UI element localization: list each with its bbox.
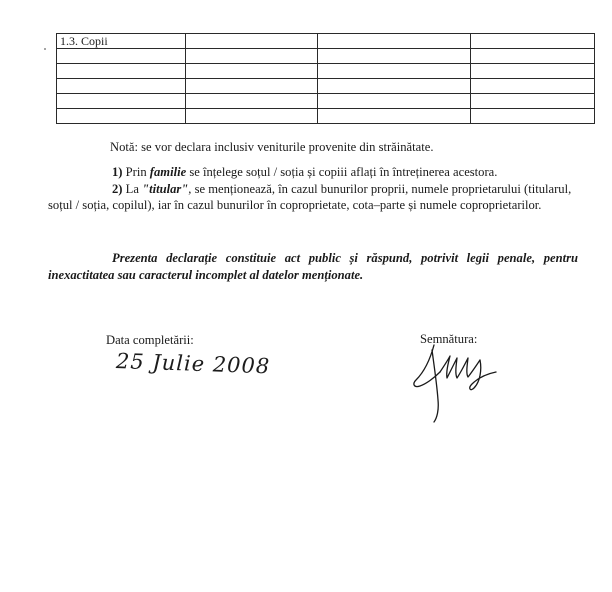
table-cell (318, 109, 471, 124)
footnote-term: "titular" (142, 181, 189, 196)
footnote-text: La (122, 181, 143, 196)
footnote-text: se înțelege soțul / soția și copiii aflați în întreținerea acestora. (186, 165, 498, 179)
table-row (57, 49, 595, 64)
table-cell (186, 34, 318, 49)
table-cell (471, 34, 595, 49)
signature-label: Semnătura: (420, 332, 478, 346)
table-row (57, 64, 595, 79)
table-cell (471, 64, 595, 79)
table-cell (57, 94, 186, 109)
table-cell (186, 94, 318, 109)
table-row (57, 79, 595, 94)
table-row (57, 94, 595, 109)
table-row (57, 109, 595, 124)
nota-text: Notă: se vor declara inclusiv veniturile provenite din străinătate. (110, 140, 434, 154)
table-cell (318, 64, 471, 79)
table-cell (318, 94, 471, 109)
footnote-number: 2) (112, 181, 123, 196)
footnote-text: Prin (122, 165, 150, 179)
footnote-2-continued: soțul / soția, copilul), iar în cazul bunurilor în coproprietate, cota–parte și numele coproprietarilor. (48, 198, 542, 212)
table-cell (471, 109, 595, 124)
footnote-2 (48, 181, 578, 198)
handwritten-signature (404, 330, 524, 430)
footnote-number: 1) (112, 165, 123, 179)
table-cell (471, 79, 595, 94)
table-cell (186, 79, 318, 94)
footnote-term: familie (149, 165, 187, 179)
table-cell (471, 94, 595, 109)
table-cell (318, 79, 471, 94)
table-cell (57, 49, 186, 64)
table-cell (186, 64, 318, 79)
copii-table (56, 33, 595, 124)
table-cell (471, 49, 595, 64)
table-cell (57, 79, 186, 94)
table-cell: 1.3. Copii (57, 34, 186, 49)
handwritten-date: 25 Julie 2008 (115, 349, 271, 379)
table-cell (318, 49, 471, 64)
scan-speck (44, 48, 46, 50)
table-cell (186, 109, 318, 124)
date-label: Data completării: (106, 333, 194, 347)
table-row (57, 34, 595, 49)
footnotes (48, 164, 578, 214)
footnote-1 (48, 164, 578, 181)
table-cell (318, 34, 471, 49)
table-cell (57, 64, 186, 79)
table-cell (57, 109, 186, 124)
legal-statement: Prezenta declarație constituie act public și răspund, potrivit legii penale, pentru inexactitatea sau caracterul incomplet al datelor menționate. (48, 251, 578, 282)
table-cell (186, 49, 318, 64)
footnote-text: , se menționează, în cazul bunurilor proprii, numele proprietarului (titularul, (188, 181, 572, 196)
